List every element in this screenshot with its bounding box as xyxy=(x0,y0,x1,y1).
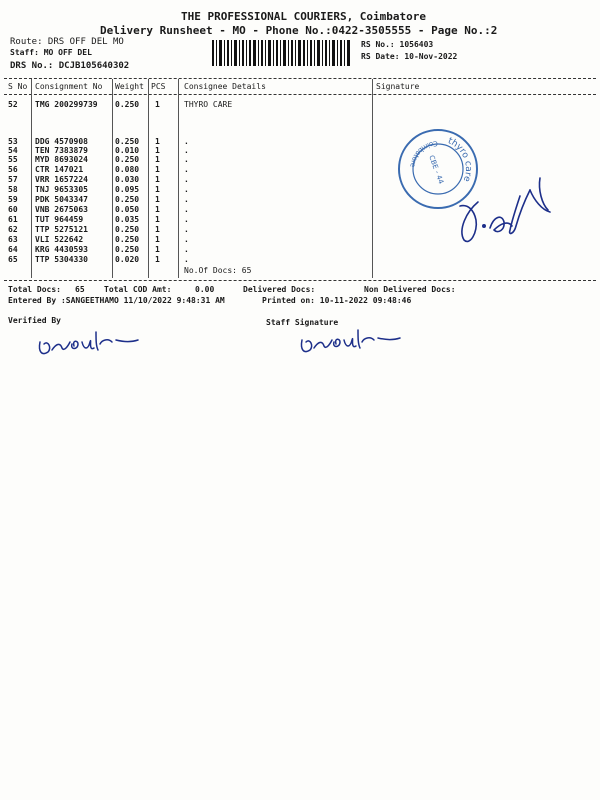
row-consignee: . xyxy=(184,195,189,204)
row-consignment: TMG 200299739 xyxy=(35,100,98,109)
row-sno: 62 xyxy=(8,225,18,234)
row-pcs: 1 xyxy=(155,225,160,234)
row-consignee: . xyxy=(184,155,189,164)
stamp-code: CBE - 44 xyxy=(427,154,446,186)
stamp-text-side: Coimbatore xyxy=(408,139,439,168)
row-pcs: 1 xyxy=(155,245,160,254)
row-consignee: . xyxy=(184,255,189,264)
row-weight: 0.095 xyxy=(115,185,140,194)
col-signature: Signature xyxy=(376,82,420,91)
row-consignment: MYD 8693024 xyxy=(35,155,88,164)
row-weight: 0.030 xyxy=(115,175,140,184)
staff-signature xyxy=(296,324,416,364)
route-label: Route: DRS OFF DEL MO xyxy=(10,37,124,47)
row-weight: 0.020 xyxy=(115,255,140,264)
row-sno: 53 xyxy=(8,137,18,146)
table-header-rule xyxy=(4,94,596,95)
row-pcs: 1 xyxy=(155,195,160,204)
row-sno: 58 xyxy=(8,185,18,194)
row-pcs: 1 xyxy=(155,255,160,264)
row-sno: 60 xyxy=(8,205,18,214)
row-sno: 52 xyxy=(8,100,18,109)
row-consignment: TTP 5275121 xyxy=(35,225,88,234)
no-of-docs: No.Of Docs: 65 xyxy=(184,266,252,275)
total-docs-label: Total Docs: xyxy=(8,285,61,294)
table-row xyxy=(0,255,600,265)
delivered-docs: Delivered Docs: xyxy=(243,285,316,294)
row-sno: 61 xyxy=(8,215,18,224)
col-sno: S No xyxy=(8,82,28,91)
row-consignment: TEN 7383879 xyxy=(35,146,88,155)
row-weight: 0.035 xyxy=(115,215,140,224)
verified-by-signature xyxy=(34,322,164,362)
col-weight: Weight xyxy=(115,82,144,91)
row-pcs: 1 xyxy=(155,205,160,214)
staff-signature-label: Staff Signature xyxy=(266,318,339,327)
drs-number: DRS No.: DCJB105640302 xyxy=(10,61,130,71)
row-consignment: CTR 147021 xyxy=(35,165,84,174)
total-cod-label: Total COD Amt: xyxy=(104,285,172,294)
row-consignee: . xyxy=(184,185,189,194)
row-consignment: PDK 5043347 xyxy=(35,195,88,204)
col-consignment: Consignment No xyxy=(35,82,103,91)
row-pcs: 1 xyxy=(155,175,160,184)
total-docs-value: 65 xyxy=(75,285,85,294)
row-pcs: 1 xyxy=(155,185,160,194)
row-sno: 55 xyxy=(8,155,18,164)
row-pcs: 1 xyxy=(155,165,160,174)
table-bottom-rule xyxy=(4,280,596,281)
row-weight: 0.250 xyxy=(115,155,140,164)
row-consignee: . xyxy=(184,225,189,234)
row-pcs: 1 xyxy=(155,137,160,146)
row-consignment: TTP 5304330 xyxy=(35,255,88,264)
table-top-rule xyxy=(4,78,596,79)
row-weight: 0.250 xyxy=(115,195,140,204)
row-weight: 0.250 xyxy=(115,100,140,109)
row-pcs: 1 xyxy=(155,100,160,109)
row-pcs: 1 xyxy=(155,235,160,244)
row-consignee: THYRO CARE xyxy=(184,100,233,109)
printed-on: Printed on: 10-11-2022 09:48:46 xyxy=(262,296,412,305)
rs-date: RS Date: 10-Nov-2022 xyxy=(361,52,458,61)
entered-by: Entered By :SANGEETHAMO 11/10/2022 9:48:31 AM xyxy=(8,296,225,305)
verified-by-label: Verified By xyxy=(8,316,61,325)
col-consignee: Consignee Details xyxy=(184,82,266,91)
row-consignee: . xyxy=(184,215,189,224)
row-sno: 64 xyxy=(8,245,18,254)
row-weight: 0.250 xyxy=(115,235,140,244)
table-row xyxy=(0,100,600,110)
runsheet-title: Delivery Runsheet - MO - Phone No.:0422-3505555 - Page No.:2 xyxy=(100,24,498,37)
row-consignee: . xyxy=(184,146,189,155)
total-cod-value: 0.00 xyxy=(195,285,215,294)
delivery-signature xyxy=(450,160,570,250)
row-consignee: . xyxy=(184,137,189,146)
row-consignment: VLI 522642 xyxy=(35,235,84,244)
row-weight: 0.250 xyxy=(115,245,140,254)
row-pcs: 1 xyxy=(155,146,160,155)
row-consignment: VRR 1657224 xyxy=(35,175,88,184)
row-consignment: KRG 4430593 xyxy=(35,245,88,254)
staff-label: Staff: MO OFF DEL xyxy=(10,48,92,57)
row-sno: 56 xyxy=(8,165,18,174)
row-consignee: . xyxy=(184,245,189,254)
row-consignee: . xyxy=(184,175,189,184)
non-delivered-docs: Non Delivered Docs: xyxy=(364,285,456,294)
row-weight: 0.010 xyxy=(115,146,140,155)
rs-number: RS No.: 1056403 xyxy=(361,40,434,49)
row-consignment: TNJ 9653305 xyxy=(35,185,88,194)
row-weight: 0.250 xyxy=(115,137,140,146)
row-weight: 0.250 xyxy=(115,225,140,234)
row-sno: 59 xyxy=(8,195,18,204)
row-pcs: 1 xyxy=(155,215,160,224)
row-pcs: 1 xyxy=(155,155,160,164)
row-sno: 54 xyxy=(8,146,18,155)
row-consignment: DDG 4570908 xyxy=(35,137,88,146)
row-consignee: . xyxy=(184,235,189,244)
row-weight: 0.080 xyxy=(115,165,140,174)
stamp-text-top: thyro care xyxy=(446,136,474,183)
row-weight: 0.050 xyxy=(115,205,140,214)
row-consignment: VNB 2675063 xyxy=(35,205,88,214)
barcode xyxy=(212,40,352,66)
row-consignee: . xyxy=(184,205,189,214)
row-sno: 65 xyxy=(8,255,18,264)
company-title: THE PROFESSIONAL COURIERS, Coimbatore xyxy=(181,10,427,23)
row-consignee: . xyxy=(184,165,189,174)
row-sno: 57 xyxy=(8,175,18,184)
row-sno: 63 xyxy=(8,235,18,244)
row-consignment: TUT 964459 xyxy=(35,215,84,224)
col-pcs: PCS xyxy=(151,82,166,91)
